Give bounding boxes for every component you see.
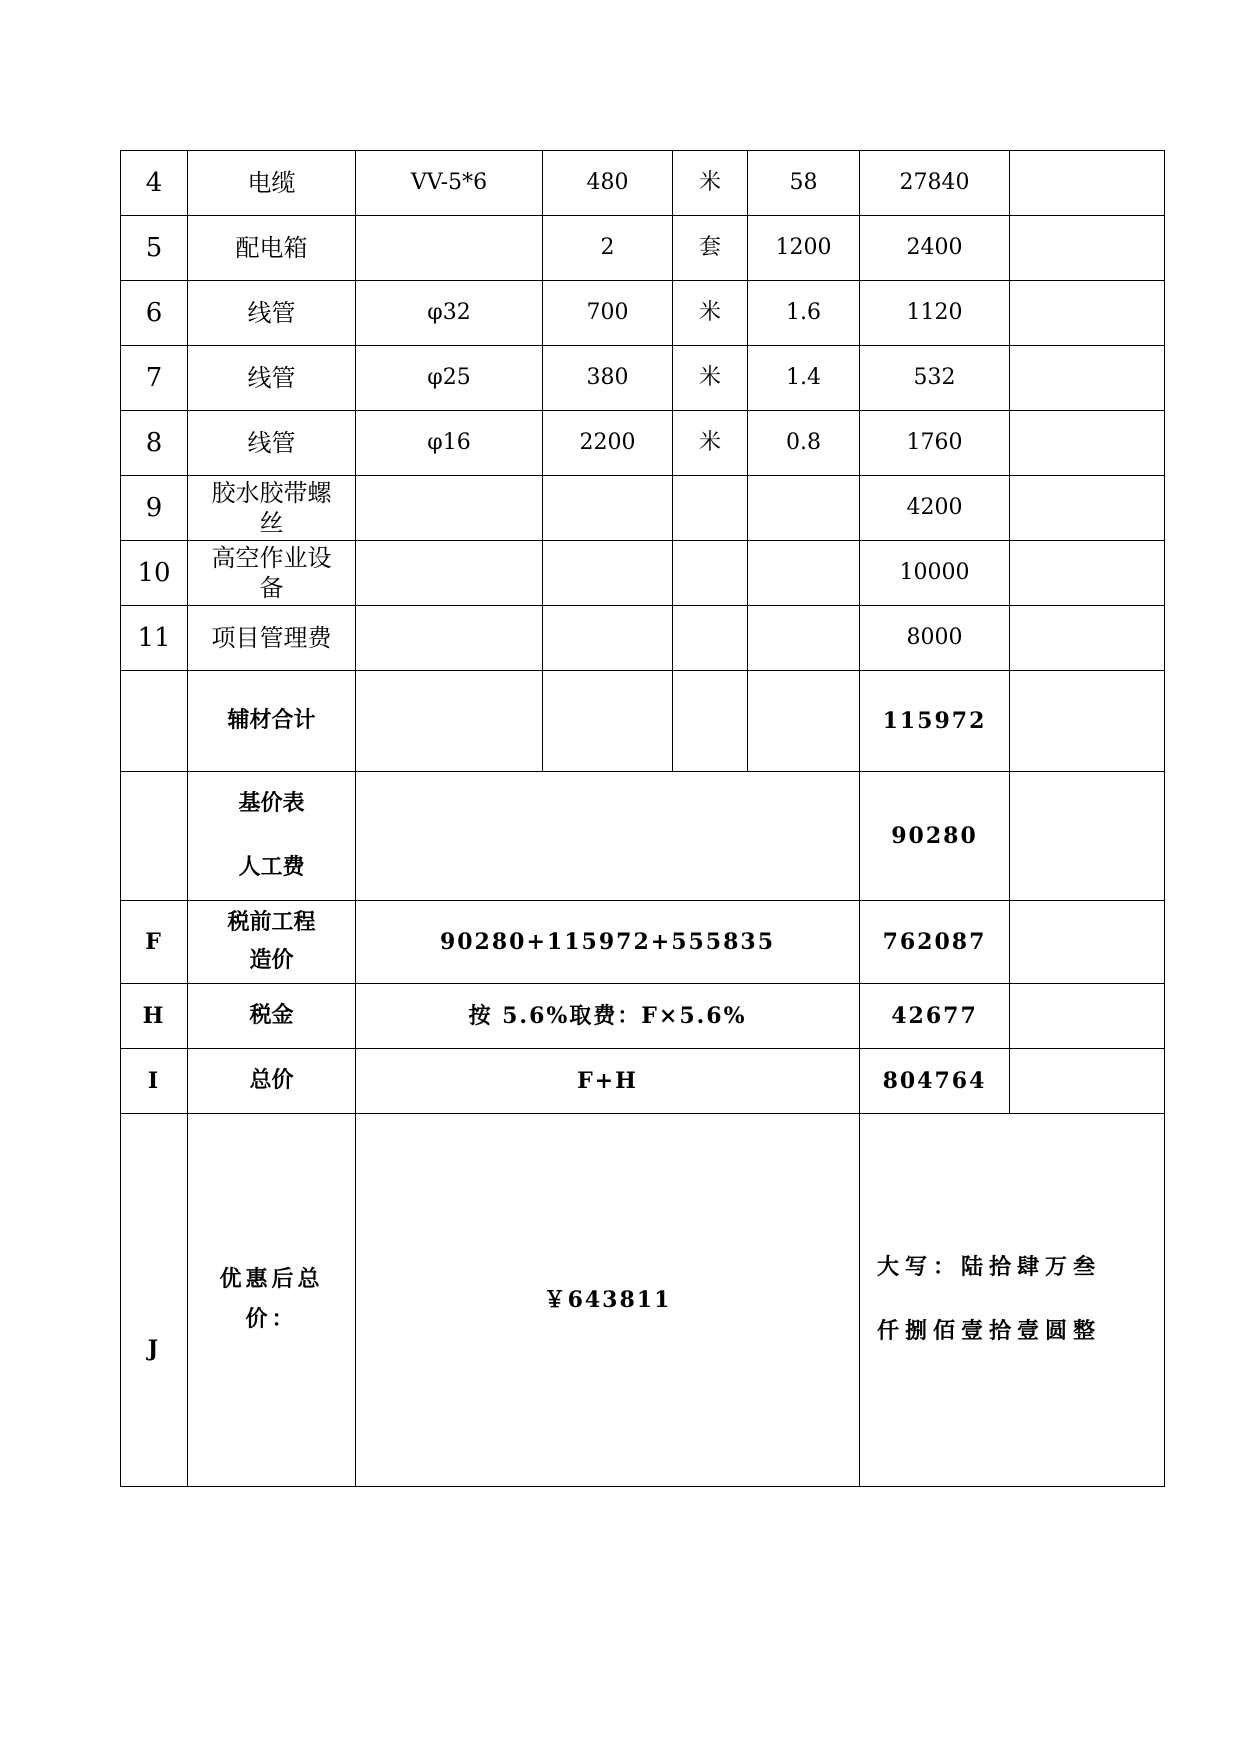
item-note <box>1010 476 1165 541</box>
item-unit: 米 <box>673 151 748 216</box>
item-qty <box>543 606 673 671</box>
item-name: 电缆 <box>188 151 356 216</box>
item-spec: φ32 <box>356 281 543 346</box>
empty-cell <box>1010 1049 1165 1114</box>
item-qty: 2200 <box>543 411 673 476</box>
item-qty: 700 <box>543 281 673 346</box>
item-no: 11 <box>121 606 188 671</box>
pretax-label: 税前工程造价 <box>227 910 316 973</box>
total-formula: F+H <box>356 1049 860 1114</box>
table-row <box>121 541 1165 606</box>
total-row <box>121 1049 1165 1114</box>
empty-cell <box>356 671 543 772</box>
table-row <box>121 606 1165 671</box>
item-spec: φ25 <box>356 346 543 411</box>
discounted-label: 优惠后总价： <box>219 1267 324 1332</box>
item-name-cell <box>188 476 356 541</box>
item-no: 6 <box>121 281 188 346</box>
item-unit <box>673 476 748 541</box>
table-row <box>121 476 1165 541</box>
labor-label-line1: 基价表 <box>238 791 305 816</box>
total-code: I <box>121 1049 188 1114</box>
item-total: 10000 <box>860 541 1010 606</box>
item-name: 高空作业设备 <box>211 544 332 602</box>
item-no: 7 <box>121 346 188 411</box>
item-qty <box>543 476 673 541</box>
item-qty <box>543 541 673 606</box>
empty-cell <box>1010 984 1165 1049</box>
item-unit: 套 <box>673 216 748 281</box>
item-qty: 380 <box>543 346 673 411</box>
empty-cell <box>1010 772 1165 901</box>
item-price: 0.8 <box>748 411 860 476</box>
table-row <box>121 346 1165 411</box>
item-price: 58 <box>748 151 860 216</box>
item-total: 532 <box>860 346 1010 411</box>
item-note <box>1010 541 1165 606</box>
pretax-code: F <box>121 901 188 984</box>
subtotal-label: 辅材合计 <box>188 671 356 772</box>
item-spec <box>356 476 543 541</box>
tax-code: H <box>121 984 188 1049</box>
empty-cell <box>356 772 860 901</box>
subtotal-row <box>121 671 1165 772</box>
item-price <box>748 541 860 606</box>
item-name: 项目管理费 <box>188 606 356 671</box>
item-total: 4200 <box>860 476 1010 541</box>
empty-cell <box>1010 901 1165 984</box>
item-note <box>1010 411 1165 476</box>
item-note <box>1010 281 1165 346</box>
item-price: 1200 <box>748 216 860 281</box>
item-no: 4 <box>121 151 188 216</box>
subtotal-value: 115972 <box>860 671 1010 772</box>
total-label: 总价 <box>188 1049 356 1114</box>
item-note <box>1010 346 1165 411</box>
empty-cell <box>748 671 860 772</box>
item-name: 线管 <box>188 281 356 346</box>
item-price: 1.6 <box>748 281 860 346</box>
item-qty: 480 <box>543 151 673 216</box>
item-total: 1760 <box>860 411 1010 476</box>
item-no: 10 <box>121 541 188 606</box>
quotation-table <box>120 150 1165 1487</box>
total-value: 804764 <box>860 1049 1010 1114</box>
item-total: 1120 <box>860 281 1010 346</box>
item-price <box>748 606 860 671</box>
item-unit: 米 <box>673 281 748 346</box>
item-price <box>748 476 860 541</box>
tax-formula: 按 5.6%取费：F×5.6% <box>356 984 860 1049</box>
capital-amount-line2: 仟捌佰壹拾壹圆整 <box>877 1319 1102 1344</box>
item-no: 9 <box>121 476 188 541</box>
discounted-row <box>121 1114 1165 1487</box>
discounted-code: J <box>121 1114 188 1487</box>
pretax-formula: 90280+115972+555835 <box>356 901 860 984</box>
item-rows <box>121 151 1165 1487</box>
item-name: 配电箱 <box>188 216 356 281</box>
item-unit: 米 <box>673 346 748 411</box>
tax-label: 税金 <box>188 984 356 1049</box>
tax-row <box>121 984 1165 1049</box>
item-unit <box>673 606 748 671</box>
item-name: 线管 <box>188 411 356 476</box>
labor-value: 90280 <box>860 772 1010 901</box>
empty-cell <box>543 671 673 772</box>
item-name: 胶水胶带螺丝 <box>211 479 332 537</box>
item-no: 5 <box>121 216 188 281</box>
capital-amount-line1: 大写：陆拾肆万叁 <box>877 1255 1102 1280</box>
item-note <box>1010 606 1165 671</box>
discounted-value: ￥643811 <box>356 1114 860 1487</box>
item-name: 线管 <box>188 346 356 411</box>
item-total: 2400 <box>860 216 1010 281</box>
item-spec <box>356 606 543 671</box>
item-note <box>1010 216 1165 281</box>
labor-label-line2: 人工费 <box>238 855 305 880</box>
pretax-label-cell <box>188 901 356 984</box>
item-unit: 米 <box>673 411 748 476</box>
tax-value: 42677 <box>860 984 1010 1049</box>
item-unit <box>673 541 748 606</box>
table-row <box>121 151 1165 216</box>
discounted-label-cell <box>188 1114 356 1487</box>
table-row <box>121 281 1165 346</box>
item-spec <box>356 541 543 606</box>
item-price: 1.4 <box>748 346 860 411</box>
empty-cell <box>121 772 188 901</box>
item-spec: VV-5*6 <box>356 151 543 216</box>
item-note <box>1010 151 1165 216</box>
item-spec <box>356 216 543 281</box>
item-name-cell <box>188 541 356 606</box>
table-row <box>121 411 1165 476</box>
empty-cell <box>673 671 748 772</box>
item-total: 27840 <box>860 151 1010 216</box>
item-qty: 2 <box>543 216 673 281</box>
labor-row <box>121 772 1165 901</box>
labor-label <box>188 772 356 901</box>
item-no: 8 <box>121 411 188 476</box>
item-total: 8000 <box>860 606 1010 671</box>
pretax-value: 762087 <box>860 901 1010 984</box>
item-spec: φ16 <box>356 411 543 476</box>
empty-cell <box>1010 671 1165 772</box>
capital-amount-cell <box>860 1114 1165 1487</box>
table-row <box>121 216 1165 281</box>
empty-cell <box>121 671 188 772</box>
pretax-row <box>121 901 1165 984</box>
